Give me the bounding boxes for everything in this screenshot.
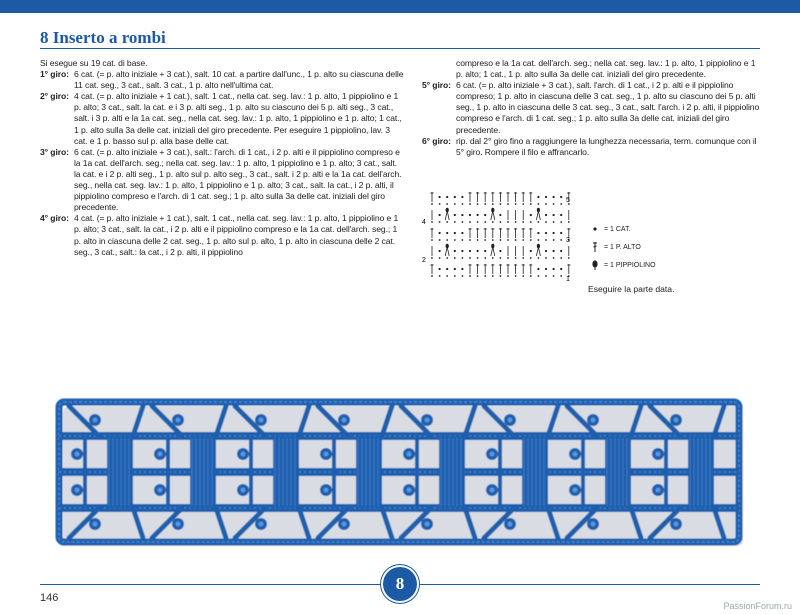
watermark: PassionForum.ru <box>723 601 792 611</box>
chart-chain <box>522 275 524 277</box>
chart-chain <box>477 203 479 205</box>
lace-picot-highlight <box>176 418 181 423</box>
chart-chain <box>454 250 456 252</box>
chart-chain <box>515 239 517 241</box>
chart-chain <box>538 239 540 241</box>
chart-double-crochet <box>536 211 538 220</box>
lace-picot-highlight <box>425 418 430 423</box>
round-text: 4 cat. (= p. alto iniziale + 1 cat.), salt. 1 cat., nella cat. seg. lav.: 1 p. alto, 1 pippiolino e 1 p. alto; 3 cat., salt. la cat., i 2 p. alti e il pippiolino compreso e la 1a cat. dell'arch. seg.; 1 p. alto in ciascuna delle 2 cat. seg., 1 p. alto sul p. alto, 1 p. alto in ciascuna delle 2 cat. seg., 3 cat., salt.: la cat., i 2 p. alti, il pippiolino <box>74 213 399 257</box>
chapter-badge: 8 <box>383 567 417 601</box>
lace-picot-highlight <box>508 522 513 527</box>
round-text: 6 cat. (= p. alto iniziale + 3 cat.), salt. l'arch. di 1 cat., i 2 p. alti e il pippiolino compreso; 1 p. alto in ciascuna delle 3 cat. seg., 1 p. alto su ciascuno dei 5 p. alti seg., 1 p. alto in ciascuna delle 3 cat. seg., 3 cat., salt. l'arch. i 2 p. alti, il pippiolino compreso e l'arch. di 1 cat. seg.; 1 p. alto sulla 3a delle cat. iniziali del giro precedente. <box>456 80 760 135</box>
round-text: 6 cat. (= p. alto iniziale + 3 cat.), salt. 10 cat. a partire dall'unc., 1 p. alto su ciascuna delle 11 cat. seg., 3 cat., salt. 3 cat., 1 p. alto nell'ultima cat. <box>74 69 404 91</box>
chain-dot-icon <box>590 224 600 234</box>
chart-chain <box>545 239 547 241</box>
chart-chain <box>537 196 539 198</box>
chart-chain <box>454 221 456 223</box>
round-text: 6 cat. (= p. alto iniziale + 3 cat.), salt.: l'arch. di 1 cat., i 2 p. alti e il pippiolino compreso e la 1a cat. dell'arch. seg.; nella cat. seg. lav.: 1 p. alto, 1 pippiolino e 1 p. alto; 3 cat., salt. la cat. e i 2 p. alti seg., 1 p. alto sul p. alto seg., 3 cat., salt. i 2 p. alti e la 1a cat. dell'arch. seg., nella cat. seg. lav.: 1 p. alto, 1 pippiolino e 1 p. alto; 3 cat., salt. la cat., i 2 p. alti, il pippiolino compreso e l'arch. di 1 cat. seg.; 1 p. alto sulla 3a delle cat. iniziali del giro precedente. <box>74 146 402 213</box>
chart-chain <box>477 257 479 259</box>
chart-chain <box>469 250 471 252</box>
chart-chain <box>537 232 539 234</box>
chart-chain <box>462 239 464 241</box>
lace-picot-highlight <box>425 522 430 527</box>
round-5 <box>422 80 762 135</box>
chart-chain <box>446 268 448 270</box>
chart-chain <box>439 232 441 234</box>
chart-chain <box>492 275 494 277</box>
round-4 <box>40 213 405 257</box>
chart-double-crochet <box>538 211 540 220</box>
chart-chain <box>522 203 524 205</box>
chart-chain <box>530 203 532 205</box>
chart-chain <box>469 239 471 241</box>
chart-chain <box>545 257 547 259</box>
lace-picot-highlight <box>324 452 329 457</box>
round-text: 4 cat. (= p. alto iniziale + 1 cat.), salt. 1 cat., nella cat. seg. lav.: 1 p. alto, 1 pippiolino e 1 p. alto; 3 cat., salt. la cat. e i 3 p. alti seg., 1 p. alto su ciascuno dei 5 p. alti seg., 3 cat., salt. i 3 p. alti e la 1a cat. seg., nella cat. seg. lav.: 1 p. alto, 1 pippiolino e 1 p. alto; 1 cat., 1 p. alto sulla 3a delle cat. iniziali del giro precedente. Per eseguire 1 pippiolino, lav. 3 cat. e 1 p. basso sul p. alla base delle cat. <box>74 91 402 146</box>
lace-picot-highlight <box>259 522 264 527</box>
lace-picot-highlight <box>241 488 246 493</box>
chart-picot <box>491 244 494 249</box>
chart-chain <box>560 196 562 198</box>
chart-chain <box>545 250 547 252</box>
row-number-5: 5 <box>566 197 570 204</box>
chart-chain <box>553 239 555 241</box>
intro-text: Si esegue su 19 cat. di base. <box>40 58 148 68</box>
chart-chain <box>553 275 555 277</box>
chart-chain <box>553 214 555 216</box>
chart-chain <box>560 275 562 277</box>
lace-picot-highlight <box>407 452 412 457</box>
chart-chain <box>492 257 494 259</box>
legend-item-picot <box>590 256 656 274</box>
chart-chain <box>454 196 456 198</box>
chart-chain <box>454 203 456 205</box>
chart-double-crochet <box>447 211 449 220</box>
chart-chain <box>553 268 555 270</box>
chart-chain <box>431 275 433 277</box>
chart-chain <box>500 275 502 277</box>
lace-picot-highlight <box>656 452 661 457</box>
lace-picot-highlight <box>674 522 679 527</box>
round-1 <box>40 69 405 91</box>
round-label: 2° giro: <box>40 91 69 102</box>
round-label: 1° giro: <box>40 69 69 80</box>
chart-chain <box>515 203 517 205</box>
legend-item-chain <box>590 220 656 238</box>
chart-chain <box>568 221 570 223</box>
lace-picot-highlight <box>158 488 163 493</box>
chart-chain <box>461 268 463 270</box>
chart-chain <box>454 275 456 277</box>
lace-picot-highlight <box>241 452 246 457</box>
chart-chain <box>560 268 562 270</box>
chart-chain <box>484 250 486 252</box>
lace-picot-highlight <box>573 488 578 493</box>
chart-double-crochet <box>536 247 538 256</box>
chart-chain <box>477 250 479 252</box>
lace-picot-highlight <box>591 522 596 527</box>
chart-chain <box>484 221 486 223</box>
chart-chain <box>462 257 464 259</box>
chart-chain <box>530 214 532 216</box>
chart-chain <box>560 239 562 241</box>
lace-picot-highlight <box>93 522 98 527</box>
lace-picot-highlight <box>259 418 264 423</box>
chart-double-crochet <box>493 247 495 256</box>
chart-chain <box>545 232 547 234</box>
chart-chain <box>515 257 517 259</box>
chart-chain <box>492 203 494 205</box>
chart-chain <box>545 196 547 198</box>
chart-chain <box>462 203 464 205</box>
chart-chain <box>477 275 479 277</box>
chart-chain <box>499 250 501 252</box>
chart-chain <box>500 257 502 259</box>
top-color-bar <box>0 0 800 13</box>
round-4-continuation: compreso e la 1a cat. dell'arch. seg.; nella cat. seg. lav.: 1 p. alto, 1 pippiolino e 1 p. alto; 1 cat., 1 p. alto sulla 3a delle cat. iniziali del giro precedente. <box>456 58 756 80</box>
chart-chain <box>560 221 562 223</box>
chart-chain <box>439 221 441 223</box>
chart-chain <box>499 214 501 216</box>
row-number-2: 2 <box>422 257 426 264</box>
chart-chain <box>507 257 509 259</box>
chart-chain <box>469 257 471 259</box>
chart-chain <box>537 268 539 270</box>
chart-chain <box>431 257 433 259</box>
row-number-3: 3 <box>566 237 570 244</box>
lace-picot-highlight <box>490 452 495 457</box>
chart-chain <box>446 257 448 259</box>
chart-chain <box>446 221 448 223</box>
chart-chain <box>439 257 441 259</box>
chart-chain <box>461 232 463 234</box>
chart-chain <box>522 239 524 241</box>
chart-double-crochet <box>538 247 540 256</box>
chart-chain <box>553 232 555 234</box>
chart-chain <box>522 257 524 259</box>
lace-picot-highlight <box>591 418 596 423</box>
chart-chain <box>522 221 524 223</box>
crochet-insert-photo <box>55 396 755 556</box>
chart-caption: Eseguire la parte data. <box>588 284 675 294</box>
chart-chain <box>500 221 502 223</box>
chart-chain <box>560 214 562 216</box>
chart-chain <box>446 275 448 277</box>
chart-chain <box>461 214 463 216</box>
chart-chain <box>461 196 463 198</box>
chart-chain <box>545 221 547 223</box>
chart-chain <box>454 268 456 270</box>
chart-chain <box>439 214 441 216</box>
lace-picot-highlight <box>342 522 347 527</box>
lace-picot-highlight <box>508 418 513 423</box>
chart-chain <box>469 221 471 223</box>
chart-chain <box>439 275 441 277</box>
chart-chain <box>454 239 456 241</box>
chart-chain <box>439 196 441 198</box>
chart-chain <box>439 268 441 270</box>
chart-chain <box>431 239 433 241</box>
lace-picot-highlight <box>342 418 347 423</box>
chart-chain <box>553 221 555 223</box>
chart-chain <box>462 275 464 277</box>
section-title: 8 Inserto a rombi <box>40 28 166 47</box>
chart-chain <box>492 239 494 241</box>
title-divider <box>40 48 760 49</box>
chart-chain <box>530 221 532 223</box>
lace-picot-highlight <box>407 488 412 493</box>
chart-chain <box>560 203 562 205</box>
chart-chain <box>553 196 555 198</box>
lace-picot-highlight <box>75 488 80 493</box>
double-crochet-icon <box>590 241 600 253</box>
lace-picot-highlight <box>75 452 80 457</box>
chart-chain <box>439 250 441 252</box>
legend-label: = 1 PIPPIOLINO <box>604 261 656 269</box>
chart-chain <box>477 221 479 223</box>
chart-chain <box>568 257 570 259</box>
chart-chain <box>530 239 532 241</box>
chart-chain <box>538 221 540 223</box>
chart-picot <box>537 244 540 249</box>
chart-chain <box>507 221 509 223</box>
lace-picot-highlight <box>176 522 181 527</box>
row-number-1: 1 <box>566 276 570 283</box>
round-label: 3° giro: <box>40 146 69 157</box>
chart-chain <box>484 257 486 259</box>
round-2 <box>40 91 405 146</box>
crochet-chart <box>420 188 580 288</box>
chart-chain <box>446 239 448 241</box>
chart-chain <box>553 257 555 259</box>
lace-picot-highlight <box>158 452 163 457</box>
chart-chain <box>439 203 441 205</box>
page-number: 146 <box>40 592 59 604</box>
chart-chain <box>553 250 555 252</box>
lace-picot-highlight <box>573 452 578 457</box>
round-3 <box>40 147 405 214</box>
chart-chain <box>484 239 486 241</box>
chart-chain <box>538 257 540 259</box>
chart-chain <box>507 203 509 205</box>
chart-chain <box>507 275 509 277</box>
chart-chain <box>560 257 562 259</box>
chart-chain <box>545 275 547 277</box>
legend-label: = 1 P. ALTO <box>604 243 641 251</box>
chart-chain <box>545 214 547 216</box>
chart-chain <box>446 196 448 198</box>
chart-double-crochet <box>493 211 495 220</box>
chart-chain <box>469 214 471 216</box>
chart-picot <box>446 208 449 213</box>
instructions-right-column <box>422 58 762 158</box>
chart-chain <box>454 257 456 259</box>
round-label: 5° giro: <box>422 80 451 91</box>
chart-chain <box>484 214 486 216</box>
chart-chain <box>454 232 456 234</box>
chart-chain <box>446 203 448 205</box>
chart-chain <box>431 203 433 205</box>
chart-chain <box>530 257 532 259</box>
lace-picot-highlight <box>656 488 661 493</box>
chart-double-crochet <box>445 211 447 220</box>
instructions-left-column <box>40 58 405 258</box>
round-label: 4° giro: <box>40 213 69 224</box>
chart-chain <box>461 250 463 252</box>
chart-chain <box>538 203 540 205</box>
chart-legend <box>590 220 656 274</box>
chart-chain <box>477 239 479 241</box>
lace-picot-highlight <box>93 418 98 423</box>
picot-icon <box>590 259 600 271</box>
round-6 <box>422 136 762 158</box>
lace-picot-highlight <box>490 488 495 493</box>
chart-chain <box>439 239 441 241</box>
chart-chain <box>538 275 540 277</box>
chart-chain <box>484 203 486 205</box>
row-number-4: 4 <box>422 219 426 226</box>
chart-picot <box>446 244 449 249</box>
chart-picot <box>491 208 494 213</box>
chart-chain <box>469 203 471 205</box>
chart-picot <box>537 208 540 213</box>
lace-picot-highlight <box>674 418 679 423</box>
chart-chain <box>431 221 433 223</box>
lace-picot-highlight <box>324 488 329 493</box>
chart-chain <box>500 203 502 205</box>
crochet-chart-svg <box>420 188 580 288</box>
chart-chain <box>553 203 555 205</box>
chart-chain <box>500 239 502 241</box>
chart-chain <box>545 203 547 205</box>
chart-chain <box>515 221 517 223</box>
chart-chain <box>515 275 517 277</box>
chart-chain <box>492 221 494 223</box>
chart-chain <box>477 214 479 216</box>
chart-double-crochet <box>491 247 493 256</box>
chart-double-crochet <box>447 247 449 256</box>
chart-chain <box>530 275 532 277</box>
chart-chain <box>560 250 562 252</box>
chart-chain <box>545 268 547 270</box>
chart-double-crochet <box>491 211 493 220</box>
chart-chain <box>530 250 532 252</box>
legend-item-double-crochet <box>590 238 656 256</box>
chart-chain <box>446 232 448 234</box>
chart-chain <box>454 214 456 216</box>
chart-chain <box>560 232 562 234</box>
chart-chain <box>469 275 471 277</box>
chart-double-crochet <box>445 247 447 256</box>
chart-chain <box>462 221 464 223</box>
legend-label: = 1 CAT. <box>604 225 631 233</box>
chart-chain <box>507 239 509 241</box>
round-label: 6° giro: <box>422 135 451 146</box>
round-text: rip. dal 2° giro fino a raggiungere la lunghezza necessaria, term. comunque con il 5° giro. Rompere il filo e affrancarlo. <box>456 135 757 157</box>
chart-chain <box>484 275 486 277</box>
